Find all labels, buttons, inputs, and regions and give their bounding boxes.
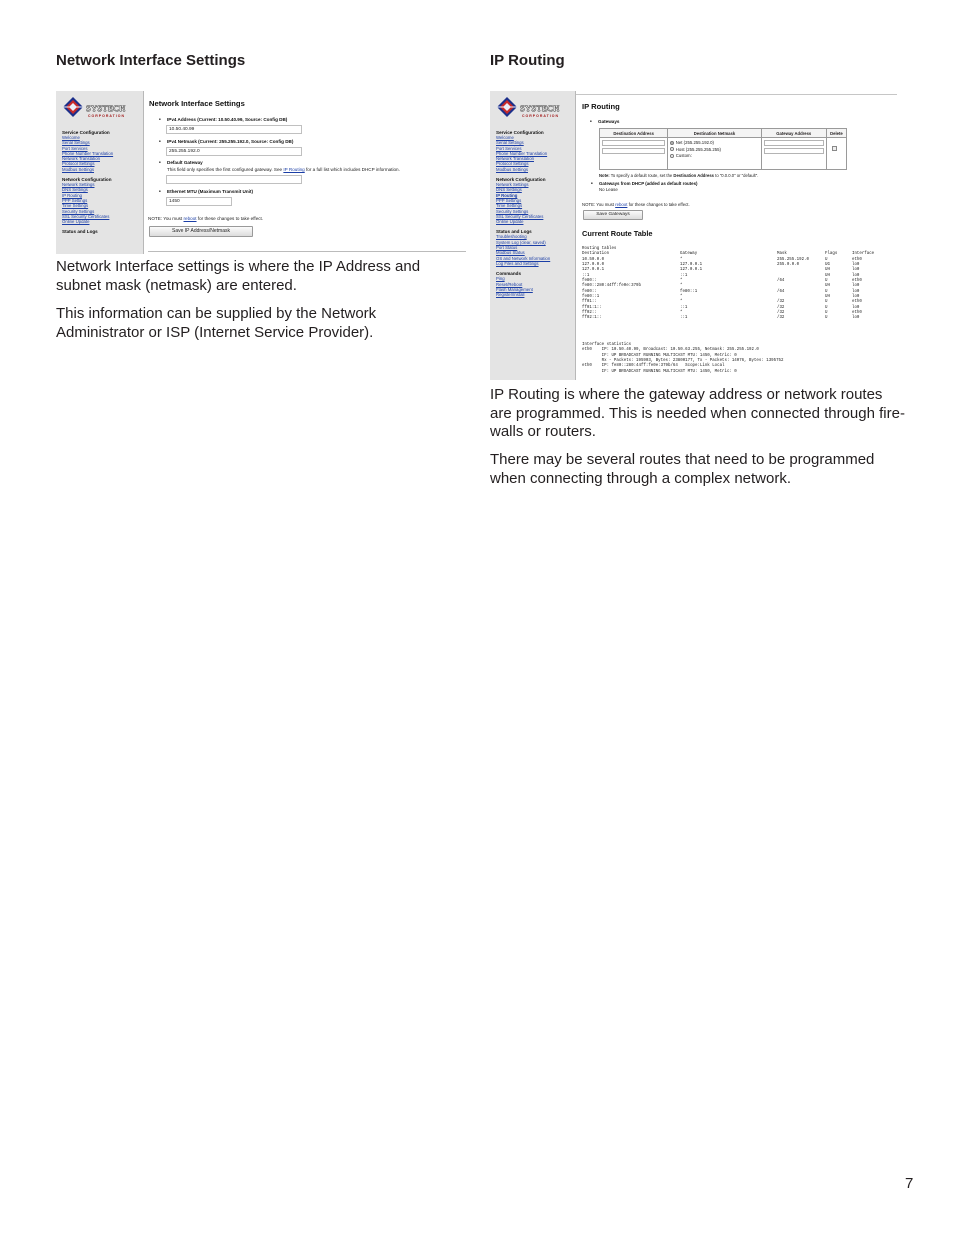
sidebar-item-ssl-security-certificates[interactable]: SSL Security Certificates (496, 213, 544, 219)
reboot-note (582, 202, 690, 207)
route-col-mask: Mask (777, 252, 787, 257)
interface-statistics (582, 343, 783, 375)
sidebar-item-log-files-and-settings[interactable]: Log Files and Settings (496, 260, 539, 266)
reboot-link[interactable]: reboot (183, 216, 197, 221)
route-cell: UH (825, 268, 830, 273)
systech-logo (61, 95, 143, 125)
page-title: Network Interface Settings (149, 99, 245, 108)
route-cell: U (825, 305, 828, 310)
stats-line: Rx - Packets: 195903, Bytes: 23800177, Tx - Packets: 14076, Bytes: 1395752 (582, 359, 784, 364)
route-cell: * (680, 257, 683, 262)
delete-checkbox[interactable] (832, 146, 837, 151)
table-row (582, 316, 892, 321)
save-ip-address-button[interactable]: Save IP Address/Netmask (149, 226, 253, 237)
route-cell: eth0 (852, 300, 862, 305)
route-cell: 255.255.192.0 (777, 257, 809, 262)
route-cell: fe80:: (582, 289, 597, 294)
route-cell: 10.50.0.0 (582, 257, 605, 262)
sidebar-item-time-settings[interactable]: Time Settings (62, 203, 89, 209)
logo-diamond-icon (63, 97, 83, 117)
route-table (582, 247, 892, 322)
route-cell: U (825, 279, 828, 284)
route-cell: U (825, 289, 828, 294)
cell-destination (600, 138, 668, 170)
sidebar-item-modbus-settings[interactable]: Modbus Settings (62, 166, 95, 172)
network-settings-screenshot (56, 91, 466, 254)
route-col-destination: Destination (582, 252, 610, 257)
route-cell: * (680, 284, 683, 289)
systech-logo (495, 95, 575, 125)
reboot-note-text-end: for these changes to take effect. (196, 216, 264, 221)
gateway-label: • Default Gateway (167, 160, 203, 165)
sidebar-item-ping[interactable]: Ping (496, 276, 505, 282)
route-cell: ff02:: (582, 311, 597, 316)
stats-lines (582, 348, 783, 375)
route-cell: fe80::280:44ff:fe0e:379b (582, 284, 641, 289)
sidebar-item-online-update[interactable]: Online Update (496, 219, 524, 225)
sidebar-item-port-status[interactable]: Port Status (496, 245, 518, 251)
left-heading: Network Interface Settings (56, 52, 246, 69)
left-paragraph-2: This information can be supplied by the Network Administrator or ISP (Internet Service Provider). (56, 305, 377, 341)
route-cell: eth0 (852, 311, 862, 316)
route-cell: lo0 (852, 263, 860, 268)
reboot-note (148, 216, 263, 221)
sidebar-item-network-translation[interactable]: Network Translation (496, 156, 534, 162)
route-col-flags: Flags (825, 252, 838, 257)
default-route-note (599, 173, 758, 178)
radio-net[interactable] (670, 140, 758, 147)
route-cell: U (825, 300, 828, 305)
sidebar-section-service-configuration: Service Configuration (62, 130, 110, 135)
cell-delete (826, 138, 846, 170)
route-table-title: Current Route Table (582, 229, 653, 238)
sidebar-item-os-and-network-information[interactable]: OS and Network Information (496, 255, 551, 261)
dhcp-value: No Lease (599, 187, 618, 192)
route-cell: /64 (777, 289, 785, 294)
right-paragraph-1: IP Routing is where the gateway address or network routes are programmed. This is needed when connected through fire-walls or routers. (490, 386, 905, 440)
sidebar-item-flash-management[interactable]: Flash Management (496, 286, 533, 292)
sidebar (490, 91, 576, 380)
col-destination-netmask: Destination Netmask (668, 129, 761, 138)
ipv4-label: • IPv4 Address (Current: 10.50.40.99, Source: Config DB) (167, 117, 287, 122)
route-cell: fe80:: (582, 279, 597, 284)
sidebar-item-network-translation[interactable]: Network Translation (62, 156, 100, 162)
logo-sub: CORPORATION (522, 114, 559, 118)
sidebar-item-system-log-clear-saved[interactable]: System Log (clear, saved) (496, 239, 546, 245)
ip-routing-screenshot (490, 91, 897, 380)
sidebar-item-online-update[interactable]: Online Update (62, 219, 90, 225)
netmask-label: • IPv4 Netmask (Current: 255.255.192.0, Source: Config DB) (167, 139, 293, 144)
radio-custom-label: Custom: (675, 153, 692, 159)
default-gateway-input[interactable] (166, 175, 302, 184)
sidebar-item-modbus-settings[interactable]: Modbus Settings (496, 166, 529, 172)
route-cell: U (825, 316, 828, 321)
sidebar-item-ip-routing[interactable]: IP Routing (62, 192, 82, 198)
col-destination-address: Destination Address (600, 129, 668, 138)
reboot-note-text-end: for these changes to take effect. (627, 202, 690, 207)
sidebar-item-protocol-settings[interactable]: Protocol Settings (496, 161, 529, 167)
route-cell: 127.0.0.1 (582, 268, 605, 273)
radio-custom[interactable] (670, 153, 758, 160)
route-cell: * (680, 279, 683, 284)
sidebar-item-port-services[interactable]: Port Services (62, 145, 88, 151)
reboot-note-text: NOTE: You must (582, 202, 616, 207)
right-paragraph-2: There may be several routes that need to be programmed when connecting through a complex network. (490, 451, 875, 487)
stats-line: IF: UP BROADCAST RUNNING MULTICAST MTU: 1450, Metric: 0 (582, 369, 737, 374)
route-cell: /32 (777, 316, 785, 321)
route-cell: ::1 (680, 316, 688, 321)
sidebar-item-ppp-settings[interactable]: PPP Settings (62, 197, 88, 203)
note-bold: Destination Address (673, 173, 714, 178)
sidebar-section-status-and-logs: Status and Logs (496, 229, 532, 235)
route-cell: UH (825, 284, 830, 289)
stats-line: eth0 IP: 10.50.40.99, Broadcast: 10.50.63.255, Netmask: 255.255.192.0 (582, 348, 759, 353)
right-heading: IP Routing (490, 52, 565, 69)
sidebar (56, 91, 144, 254)
ipv4-address-input[interactable]: 10.50.40.99 (166, 125, 302, 134)
table-row (600, 138, 847, 170)
route-rows (582, 258, 892, 322)
route-cell: ::1 (680, 305, 688, 310)
sidebar-item-port-services[interactable]: Port Services (496, 145, 522, 151)
route-cell: /32 (777, 311, 785, 316)
stats-line: eth0 IP: fe80::280:44ff:fe0e:379b/64 Scope:Link Local (582, 364, 725, 369)
route-cell: U (825, 311, 828, 316)
sidebar-item-dns-settings[interactable]: DNS Settings (62, 187, 88, 193)
divider (148, 251, 466, 252)
col-delete: Delete (826, 129, 846, 138)
sidebar-item-welcome[interactable]: Welcome (62, 135, 80, 140)
route-col-interface: Interface (852, 252, 875, 257)
route-cell: ff02:1:: (582, 316, 602, 321)
radio-icon (670, 154, 674, 158)
note-text: To specify a default route, set the (609, 173, 674, 178)
logo-name: SYSTECH (86, 103, 126, 113)
sidebar-item-time-settings[interactable]: Time Settings (496, 203, 523, 209)
route-cell: lo0 (852, 316, 860, 321)
route-col-gateway: Gateway (680, 252, 698, 257)
sidebar-item-reset-reboot[interactable]: Reset/Reboot (496, 281, 523, 287)
left-paragraph-1: Network Interface settings is where the IP Address and subnet mask (netmask) are entered. (56, 258, 421, 294)
route-cell: /64 (777, 279, 785, 284)
sidebar-section-network-configuration: Network Configuration (496, 177, 546, 183)
route-cell: 255.0.0.0 (777, 263, 800, 268)
cell-netmask (668, 138, 761, 170)
sidebar-nav (56, 130, 143, 234)
sidebar-nav (490, 130, 575, 297)
route-cell: UH (825, 295, 830, 300)
radio-selected-icon (670, 141, 674, 145)
route-cell: eth0 (852, 279, 862, 284)
radio-host[interactable] (670, 147, 758, 154)
sidebar-item-troubleshooting[interactable]: Troubleshooting (496, 234, 527, 240)
route-cell: lo0 (852, 305, 860, 310)
cell-gateway (761, 138, 826, 170)
ip-routing-link[interactable]: IP Routing (283, 167, 305, 172)
route-cell: * (680, 295, 683, 300)
route-cell: lo0 (852, 295, 860, 300)
route-cell: eth0 (852, 257, 862, 262)
dhcp-label: • Gateways from DHCP (added as default routes) (599, 181, 698, 186)
save-gateways-button[interactable]: Save Gateways (583, 210, 643, 220)
gateways-label: • Gateways (598, 119, 619, 124)
gateway-address-input[interactable] (764, 148, 824, 154)
logo-diamond-icon (497, 97, 517, 117)
sidebar-item-security-settings[interactable]: Security Settings (496, 208, 529, 214)
note-suffix: to "0.0.0.0" or "default". (714, 173, 759, 178)
sidebar-item-ip-routing[interactable]: IP Routing (496, 192, 518, 198)
route-cell: UH (825, 273, 830, 278)
sidebar-item-serial-settings[interactable]: Serial Settings (62, 140, 90, 146)
sidebar-item-welcome[interactable]: Welcome (496, 135, 514, 140)
route-cell: ff01:: (582, 300, 597, 305)
route-cell: * (680, 300, 683, 305)
reboot-link[interactable]: reboot (615, 202, 628, 207)
route-cell: lo0 (852, 289, 860, 294)
logo-sub: CORPORATION (88, 114, 125, 118)
netmask-input[interactable]: 255.255.192.0 (166, 147, 302, 156)
note-prefix: Note: (599, 173, 610, 178)
gateways-table (599, 128, 847, 170)
sidebar-item-ssl-security-certificates[interactable]: SSL Security Certificates (62, 213, 110, 219)
sidebar-section-commands: Commands (496, 271, 522, 277)
sidebar-item-network-settings[interactable]: Network Settings (62, 182, 95, 188)
route-cell: lo0 (852, 268, 860, 273)
route-cell: fe80::1 (582, 295, 600, 300)
sidebar-section-network-configuration: Network Configuration (62, 177, 112, 183)
sidebar-item-protocol-settings[interactable]: Protocol Settings (62, 161, 95, 167)
route-cell: fe80::1 (680, 289, 698, 294)
destination-address-input[interactable] (602, 140, 665, 146)
sidebar-item-modbus-status[interactable]: Modbus Status (496, 250, 525, 256)
mtu-label: • Ethernet MTU (Maximum Transmit Unit) (167, 189, 253, 194)
radio-net-label: Net (255.255.192.0) (675, 140, 714, 145)
route-cell: U (825, 257, 828, 262)
gateway-note (167, 167, 400, 172)
radio-icon (670, 147, 674, 151)
frame-top-line (576, 94, 897, 95)
gateway-address-input[interactable] (764, 140, 824, 146)
sidebar-item-serial-settings[interactable]: Serial Settings (496, 140, 524, 146)
gateway-note-text-end: for a full list which includes DHCP information. (304, 167, 400, 172)
route-cell: 127.0.0.1 (680, 268, 703, 273)
sidebar-section-status-and-logs: Status and Logs (62, 229, 98, 235)
gateway-note-text: This field only specifies the first configured gateway. See (167, 167, 284, 172)
radio-host-label: Host (255.255.255.255) (675, 146, 721, 152)
reboot-note-text: NOTE: You must (148, 216, 184, 221)
route-cell: 127.0.0.1 (680, 263, 703, 268)
route-cell: 127.0.0.0 (582, 263, 605, 268)
sidebar-item-register-install[interactable]: Register/Install (496, 292, 525, 298)
sidebar-item-phone-number-translation[interactable]: Phone Number Translation (496, 150, 548, 156)
route-cell: * (680, 311, 683, 316)
route-cell: ::1 (680, 273, 688, 278)
sidebar-item-ppp-settings[interactable]: PPP Settings (496, 197, 522, 203)
route-cell: /32 (777, 305, 785, 310)
sidebar-section-service-configuration: Service Configuration (496, 130, 544, 135)
stats-line: IF: UP BROADCAST RUNNING MULTICAST MTU: 1450, Metric: 0 (582, 353, 737, 358)
logo-name: SYSTECH (520, 103, 560, 113)
sidebar-item-security-settings[interactable]: Security Settings (62, 208, 95, 214)
route-cell: lo0 (852, 273, 860, 278)
sidebar-item-phone-number-translation[interactable]: Phone Number Translation (62, 150, 114, 156)
stats-label: Interface statistics (582, 343, 632, 347)
sidebar-item-dns-settings[interactable]: DNS Settings (496, 187, 522, 193)
sidebar-item-network-settings[interactable]: Network Settings (496, 182, 529, 188)
col-gateway-address: Gateway Address (761, 129, 826, 138)
page-number: 7 (905, 1175, 914, 1192)
route-cell: ::1 (582, 273, 590, 278)
page-title: IP Routing (582, 102, 620, 111)
mtu-input[interactable]: 1450 (166, 197, 232, 206)
route-cell: lo0 (852, 284, 860, 289)
destination-address-input[interactable] (602, 148, 665, 154)
routing-tables-text: Routing tables (582, 247, 617, 251)
route-cell: /32 (777, 300, 785, 305)
route-cell: ff01:1:: (582, 305, 602, 310)
route-cell: UG (825, 263, 830, 268)
